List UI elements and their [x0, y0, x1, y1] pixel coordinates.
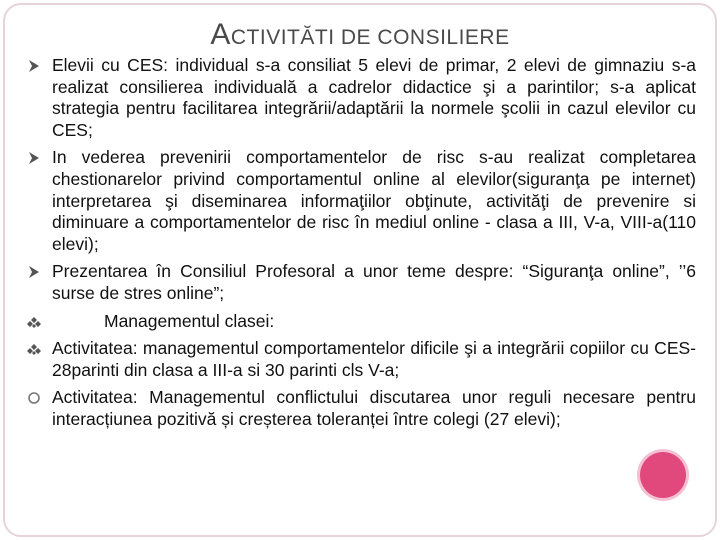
list-item-text: Prezentarea în Consiliul Profesoral a unor teme despre: “Siguranţa online”, ’’6 surse de stres online”; [52, 261, 696, 303]
bullet-list [26, 55, 696, 437]
list-item-text: Managementul clasei: [104, 310, 275, 331]
list-item-text: Elevii cu CES: individual s-a consiliat 5 elevi de primar, 2 elevi de gimnaziu s-a realizat consilierea individuală a cadrelor didactice şi a parintilor; s-a aplicat strategia pentru facilitarea integrării/adaptării la normele şcolii in cazul elevilor cu CES; [52, 55, 696, 140]
list-item-text: Activitatea: managementul comportamentelor dificile şi a integrării copiilor cu CES- 28parinti din clasa a III-a si 30 parinti cls V-a; [52, 338, 696, 380]
arrow-bullet-icon [26, 264, 42, 280]
list-item [26, 338, 696, 381]
arrow-bullet-icon [26, 150, 42, 166]
title-first-letter: A [210, 18, 231, 51]
arrow-bullet-icon [26, 58, 42, 74]
list-item [26, 261, 696, 304]
list-item [26, 147, 696, 255]
list-item-text: In vederea prevenirii comportamentelor de risc s-au realizat completarea chestionarelor privind comportamentul online al elevilor(siguranţa pe internet) interpretarea şi diseminarea informaţiilor obţinute, activităţi de prevenire si diminuare a comportamentelor de risc în mediul online - clasa a III, V-a, VIII-a(110 elevi); [52, 147, 696, 254]
decorative-circle [640, 452, 686, 498]
diamond-bullet-icon [26, 314, 42, 330]
diamond-bullet-icon [26, 341, 42, 357]
list-item-text: Activitatea: Managementul conflictului discutarea unor reguli necesare pentru interacțiunea pozitivă și creșterea toleranței între colegi (27 elevi); [52, 387, 696, 429]
list-item [26, 387, 696, 430]
list-item [26, 55, 696, 141]
list-item [26, 311, 696, 333]
title-rest: CTIVITĂTI DE CONSILIERE [230, 26, 510, 49]
circle-bullet-icon [26, 390, 42, 406]
slide-title [0, 18, 720, 52]
